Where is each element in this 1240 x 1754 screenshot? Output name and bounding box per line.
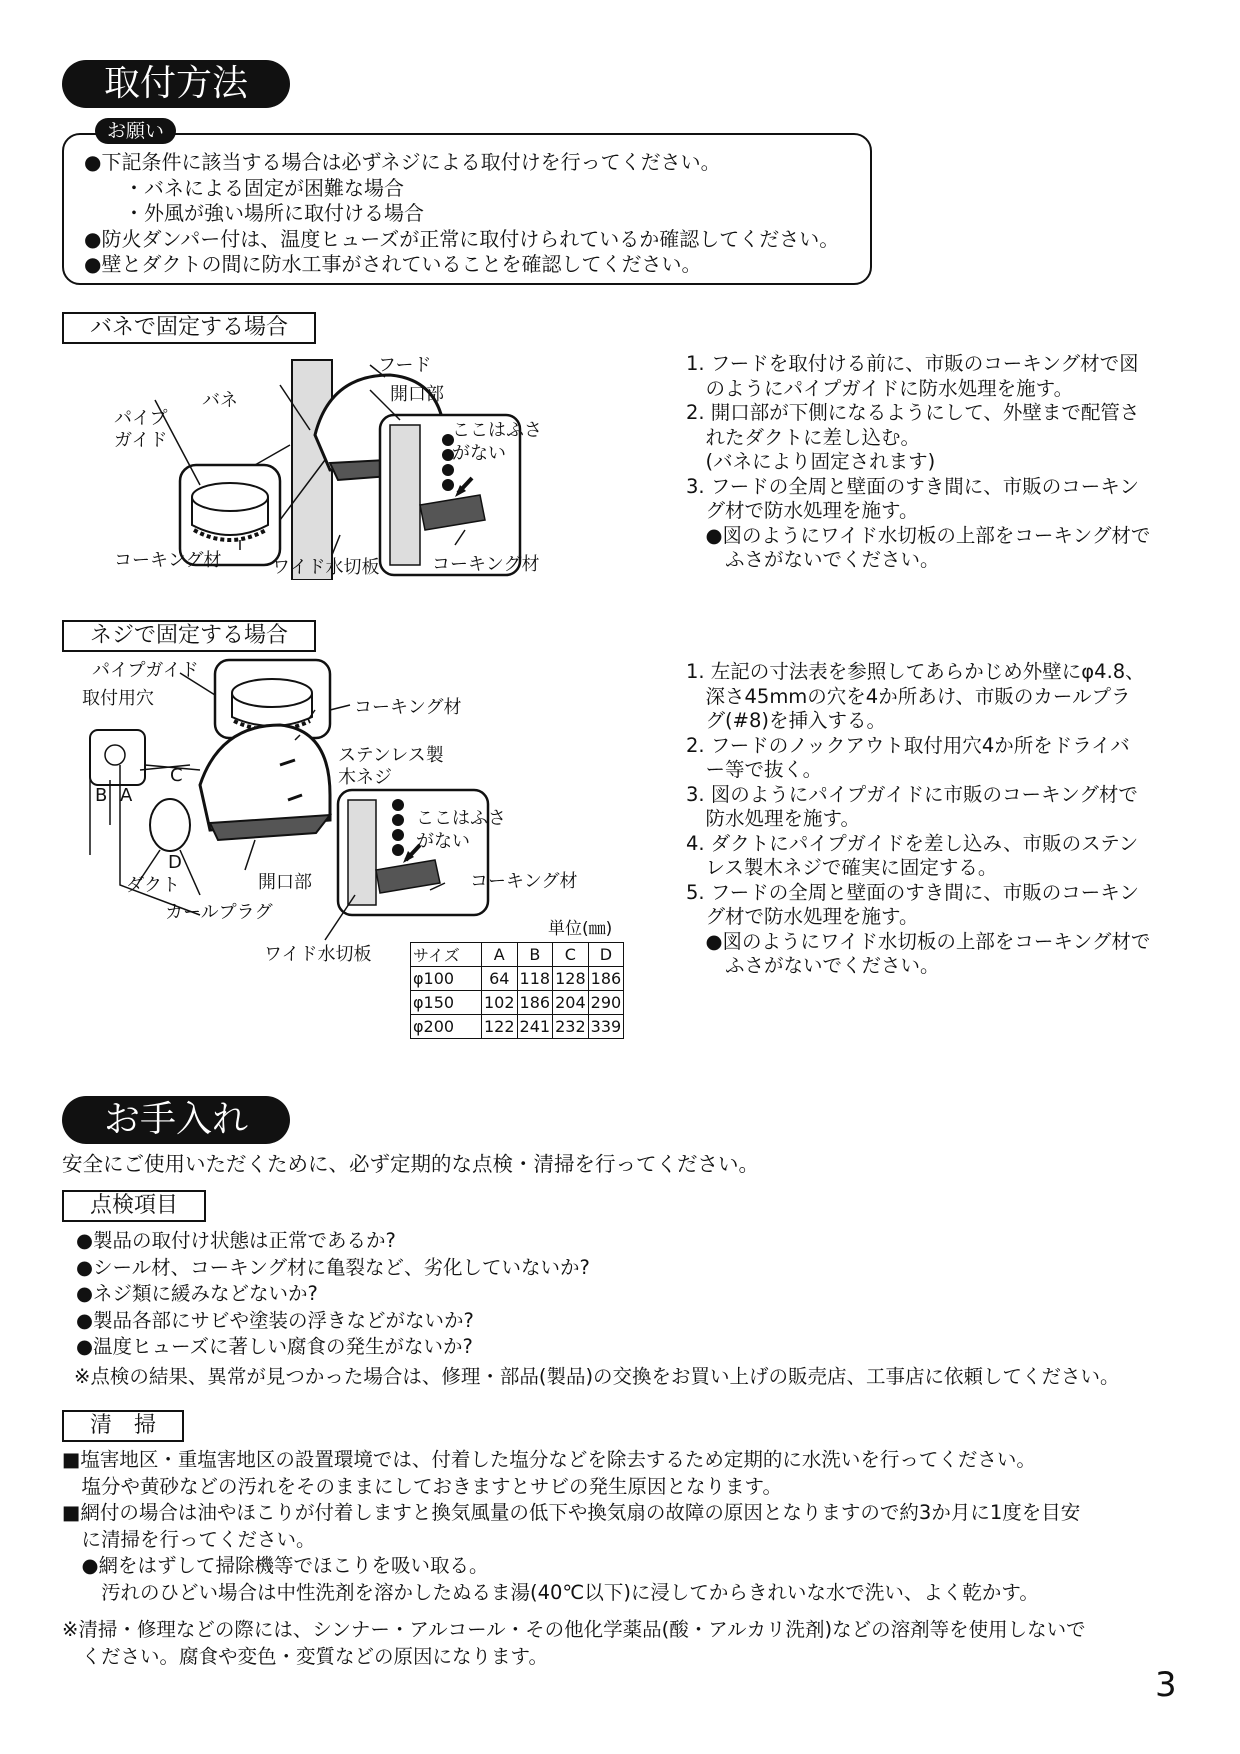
table-header-cell: C [553, 943, 589, 967]
label-wide-plate: ワイド水切板 [272, 557, 380, 578]
label-caulk-left: コーキング材 [114, 550, 222, 571]
step-line: グ材で防水処理を施す。 [686, 499, 919, 522]
table-row [411, 1015, 624, 1039]
spring-method-heading: バネで固定する場合 [62, 312, 316, 344]
step-line: (バネにより固定されます) [686, 450, 936, 473]
label-wide-plate-b: ワイド水切板 [264, 944, 372, 965]
table-cell: 241 [517, 1015, 553, 1039]
label-pipe-guide: パイプガイド [92, 660, 199, 681]
table-cell: 204 [553, 991, 589, 1015]
notice-line: ・外風が強い場所に取付ける場合 [84, 201, 424, 225]
label-caulk-top: コーキング材 [354, 697, 462, 718]
label-no-cover-2: がない [452, 443, 506, 464]
label-duct: ダクト [126, 875, 180, 896]
label-no-cover-1: ここはふさ [452, 420, 542, 441]
page-number: 3 [1155, 1665, 1177, 1705]
step-line: のようにパイプガイドに防水処理を施す。 [686, 376, 1074, 400]
spring-diagram [100, 345, 660, 580]
step-line: 2. フードのノックアウト取付用穴4か所をドライバ [686, 733, 1130, 757]
label-caulk-bottom: コーキング材 [470, 871, 578, 892]
table-cell: φ100 [411, 967, 482, 991]
step-line: 5. フードの全周と壁面のすき間に、市販のコーキン [686, 880, 1140, 904]
cleaning-lines [62, 1447, 1080, 1606]
spring-steps [686, 352, 1150, 573]
notice-line: ●防火ダンパー付は、温度ヒューズが正常に取付けられているか確認してください。 [84, 226, 840, 251]
table-header-cell: D [588, 943, 624, 967]
label-spring: バネ [202, 390, 238, 411]
table-header-row [411, 943, 624, 967]
screw-steps [686, 660, 1150, 979]
table-cell: 128 [553, 967, 589, 991]
table-cell: 186 [588, 967, 624, 991]
step-line: れたダクトに差し込む。 [686, 425, 921, 449]
label-dim-b: B [95, 785, 108, 806]
cleaning-line: 汚れのひどい場合は中性洗剤を溶かしたぬるま湯(40℃以下)に浸してからきれいな水で洗い、よく乾かす。 [62, 1580, 1039, 1604]
table-header-cell: A [482, 943, 518, 967]
table-cell: 64 [482, 967, 518, 991]
label-hood: フード [378, 355, 432, 376]
label-mount-hole: 取付用穴 [82, 688, 154, 709]
notice-lines [84, 150, 839, 278]
inspection-list [76, 1228, 590, 1361]
list-item: ●製品各部にサビや塗装の浮きなどがないか? [76, 1308, 474, 1332]
step-line: 防水処理を施す。 [686, 807, 860, 830]
care-section-title: お手入れ [62, 1096, 290, 1144]
care-intro: 安全にご使用いただくために、必ず定期的な点検・清掃を行ってください。 [62, 1152, 759, 1176]
table-cell: 102 [482, 991, 518, 1015]
cleaning-line: ■塩害地区・重塩害地区の設置環境では、付着した塩分などを除去するため定期的に水洗いを行ってください。 [62, 1448, 1036, 1471]
list-item: ●温度ヒューズに著しい腐食の発生がないか? [76, 1335, 473, 1358]
step-line: グ材で防水処理を施す。 [686, 905, 919, 928]
step-line: ー等で抜く。 [686, 758, 823, 781]
cleaning-line: ■網付の場合は油やほこりが付着しますと換気風量の低下や換気扇の故障の原因となりますので約3か月に1度を目安 [62, 1501, 1081, 1524]
table-row [411, 991, 624, 1015]
inspection-heading: 点検項目 [62, 1190, 206, 1222]
table-cell: φ150 [411, 991, 482, 1015]
label-stainless-2: 木ネジ [338, 767, 392, 788]
cleaning-line: 塩分や黄砂などの汚れをそのままにしておきますとサビの発生原因となります。 [62, 1474, 782, 1498]
size-table [410, 942, 624, 1039]
table-cell: 290 [588, 991, 624, 1015]
table-row [411, 967, 624, 991]
label-no-cover-1b: ここはふさ [416, 808, 506, 829]
label-unit: 単位(㎜) [548, 919, 613, 939]
step-line: 1. フードを取付ける前に、市販のコーキング材で図 [686, 352, 1139, 375]
label-pipe-guide-2: ガイド [114, 430, 168, 451]
table-cell: 122 [482, 1015, 518, 1039]
notice-tag: お願い [95, 118, 176, 144]
cleaning-warning [62, 1617, 1086, 1670]
label-opening-b: 開口部 [258, 872, 312, 893]
step-line: ●図のようにワイド水切板の上部をコーキング材で [686, 929, 1151, 953]
step-line: 4. ダクトにパイプガイドを差し込み、市販のステン [686, 831, 1139, 855]
cleaning-line: ●網をはずして掃除機等でほこりを吸い取る。 [62, 1554, 489, 1577]
cleaning-line: に清掃を行ってください。 [62, 1527, 316, 1551]
table-cell: 339 [588, 1015, 624, 1039]
warning-line: ※清掃・修理などの際には、シンナー・アルコール・その他化学薬品(酸・アルカリ洗剤)などの溶剤等を使用しないで [62, 1618, 1086, 1641]
step-line: 3. フードの全周と壁面のすき間に、市販のコーキン [686, 474, 1140, 498]
step-line: レス製木ネジで確実に固定する。 [686, 856, 998, 879]
notice-line: ●壁とダクトの間に防水工事がされていることを確認してください。 [84, 252, 702, 276]
label-opening: 開口部 [390, 384, 444, 405]
inspection-note: ※点検の結果、異常が見つかった場合は、修理・部品(製品)の交換をお買い上げの販売店、工事店に依頼してください。 [74, 1365, 1120, 1388]
table-cell: 118 [517, 967, 553, 991]
table-cell: 232 [553, 1015, 589, 1039]
step-line: 3. 図のようにパイプガイドに市販のコーキング材で [686, 782, 1138, 806]
notice-line: ・バネによる固定が困難な場合 [84, 175, 404, 200]
label-dim-d: D [168, 852, 182, 873]
label-caulk-right: コーキング材 [432, 554, 540, 575]
table-cell: 186 [517, 991, 553, 1015]
list-item: ●ネジ類に緩みなどないか? [76, 1282, 318, 1305]
label-stainless-1: ステンレス製 [338, 745, 444, 766]
step-line: 深さ45mmの穴を4か所あけ、市販のカールプラ [686, 684, 1131, 708]
cleaning-heading: 清 掃 [62, 1410, 184, 1442]
notice-line: ●下記条件に該当する場合は必ずネジによる取付けを行ってください。 [84, 150, 721, 174]
step-line: 2. 開口部が下側になるようにして、外壁まで配管さ [686, 401, 1140, 424]
label-curl-plug: カールプラグ [165, 902, 273, 923]
step-line: ●図のようにワイド水切板の上部をコーキング材で [686, 523, 1151, 547]
list-item: ●シール材、コーキング材に亀裂など、劣化していないか? [76, 1255, 590, 1279]
screw-diagram [80, 655, 600, 955]
label-dim-c: C [170, 765, 183, 786]
list-item: ●製品の取付け状態は正常であるか? [76, 1229, 396, 1252]
table-cell: φ200 [411, 1015, 482, 1039]
table-header-cell: サイズ [411, 943, 482, 967]
step-line: ふさがないでください。 [686, 954, 940, 977]
step-line: グ(#8)を挿入する。 [686, 709, 886, 732]
warning-line: ください。腐食や変色・変質などの原因になります。 [62, 1644, 548, 1668]
step-line: ふさがないでください。 [686, 548, 940, 571]
install-section-title: 取付方法 [62, 60, 290, 108]
step-line: 1. 左記の寸法表を参照してあらかじめ外壁にφ4.8、 [686, 660, 1145, 683]
label-pipe-guide-1: パイプ [114, 408, 168, 429]
table-header-cell: B [517, 943, 553, 967]
label-no-cover-2b: がない [416, 831, 470, 852]
label-dim-a: A [120, 785, 133, 806]
screw-method-heading: ネジで固定する場合 [62, 620, 316, 652]
